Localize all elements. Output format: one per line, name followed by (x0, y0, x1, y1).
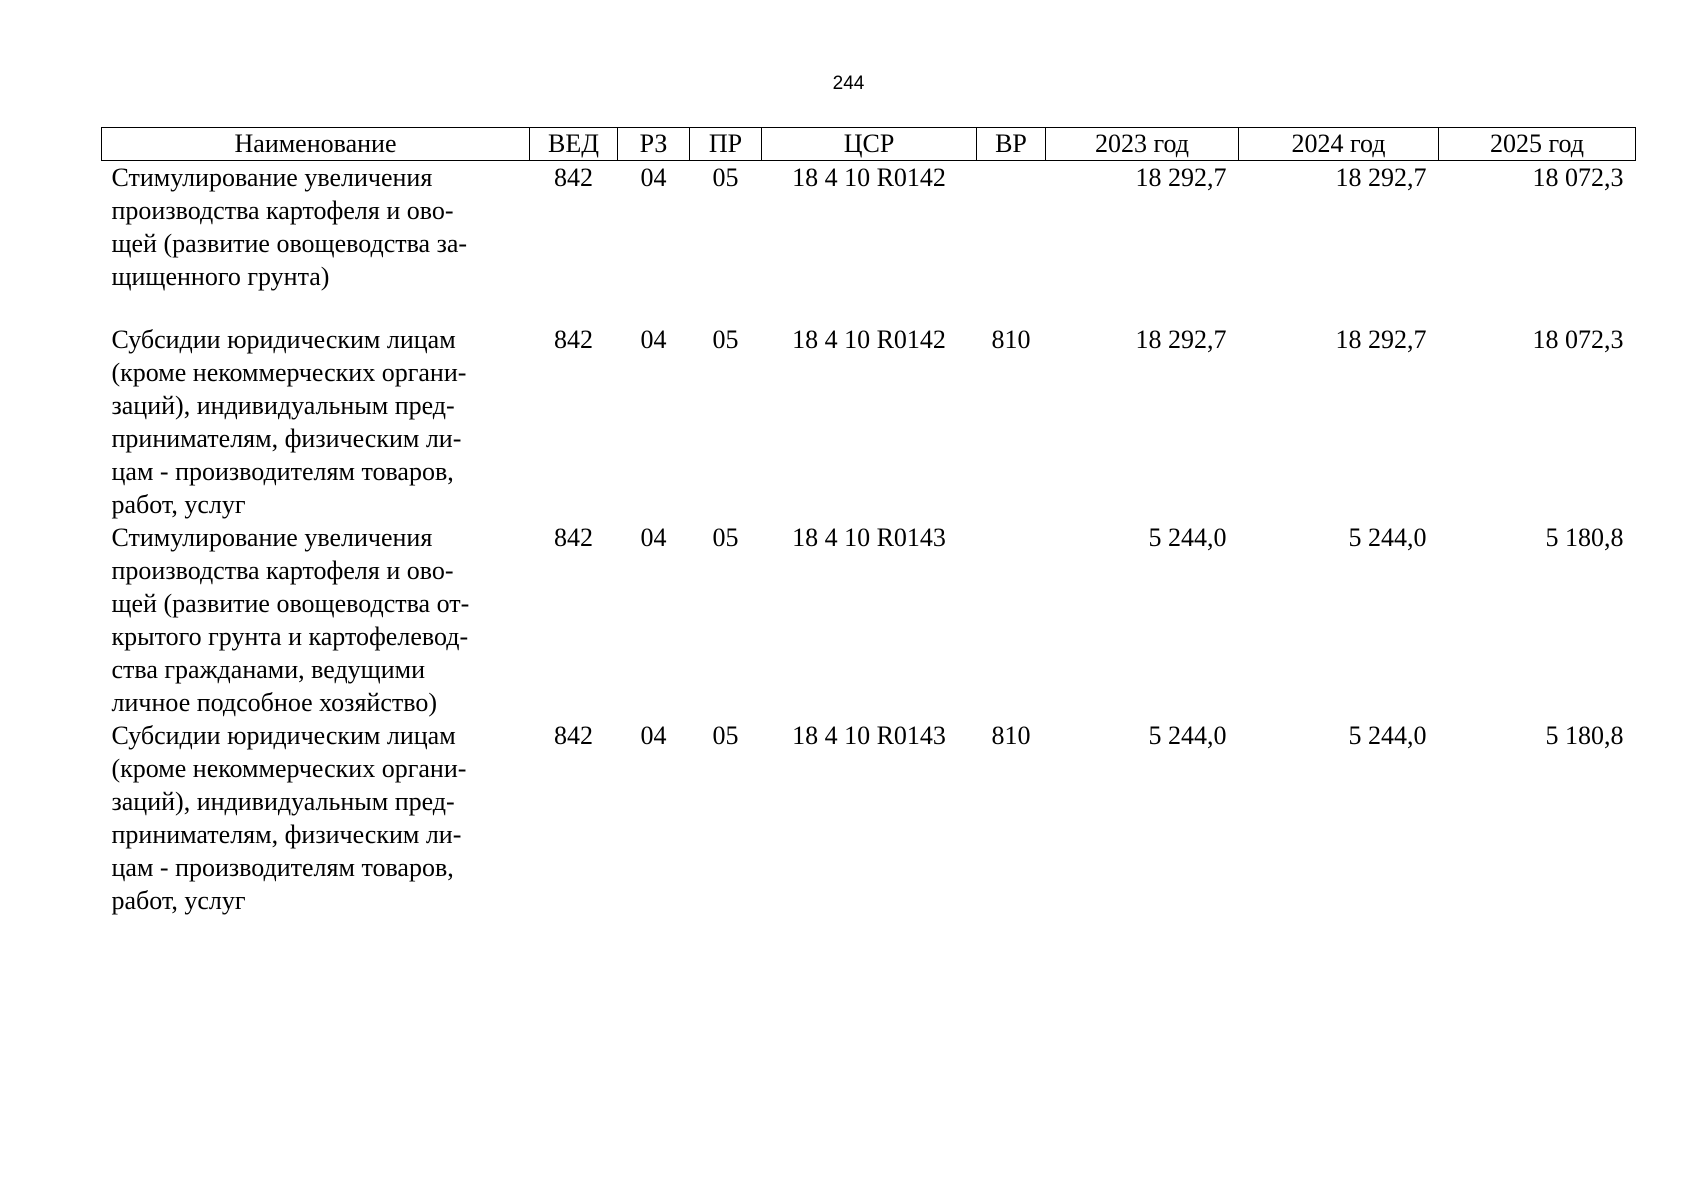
name-line: производства картофеля и ово- (111, 556, 454, 585)
cell-ved: 842 (554, 163, 593, 192)
cell-vr (977, 161, 1046, 324)
header-rz: РЗ (618, 128, 690, 161)
cell-2025: 5 180,8 (1545, 721, 1624, 750)
budget-table (101, 127, 1636, 917)
cell-2024: 5 244,0 (1348, 523, 1427, 552)
name-line: принимателям, физическим ли- (111, 820, 462, 849)
name-line: щей (развитие овощеводства от- (111, 589, 470, 618)
header-2024: 2024 год (1239, 128, 1439, 161)
table-row (102, 521, 1636, 719)
name-line: крытого грунта и картофелевод- (111, 622, 469, 651)
cell-csr: 18 4 10 R0143 (792, 523, 946, 552)
name-line: принимателям, физическим ли- (111, 424, 462, 453)
name-line: (кроме некоммерческих органи- (111, 358, 467, 387)
name-line: работ, услуг (111, 490, 246, 519)
cell-2023: 18 292,7 (1135, 163, 1227, 192)
row-name (102, 521, 530, 719)
cell-pr: 05 (712, 325, 739, 354)
header-csr: ЦСР (762, 128, 977, 161)
cell-csr: 18 4 10 R0142 (792, 325, 946, 354)
cell-vr: 810 (991, 325, 1031, 354)
row-name (102, 719, 530, 917)
cell-rz: 04 (640, 163, 667, 192)
cell-rz: 04 (640, 721, 667, 750)
name-line: производства картофеля и ово- (111, 196, 454, 225)
cell-rz: 04 (640, 523, 667, 552)
name-line: (кроме некоммерческих органи- (111, 754, 467, 783)
name-line: заций), индивидуальным пред- (111, 391, 455, 420)
cell-ved: 842 (554, 721, 593, 750)
name-line: заций), индивидуальным пред- (111, 787, 455, 816)
cell-2025: 18 072,3 (1532, 163, 1624, 192)
name-line: работ, услуг (111, 886, 246, 915)
cell-pr: 05 (712, 721, 739, 750)
row-name (102, 323, 530, 521)
cell-2024: 18 292,7 (1335, 325, 1427, 354)
name-line: щищенного грунта) (111, 262, 330, 291)
cell-vr: 810 (991, 721, 1031, 750)
cell-ved: 842 (554, 325, 593, 354)
header-vr: ВР (977, 128, 1046, 161)
cell-ved: 842 (554, 523, 593, 552)
name-line: Субсидии юридическим лицам (111, 721, 456, 750)
name-line: личное подсобное хозяйство) (111, 688, 437, 717)
header-pr: ПР (690, 128, 762, 161)
name-line: щей (развитие овощеводства за- (111, 229, 468, 258)
row-name (102, 161, 530, 324)
header-name: Наименование (102, 128, 530, 161)
name-line: цам - производителям товаров, (111, 853, 454, 882)
cell-rz: 04 (640, 325, 667, 354)
cell-vr (977, 521, 1046, 719)
name-line: Субсидии юридическим лицам (111, 325, 456, 354)
cell-2023: 5 244,0 (1148, 523, 1227, 552)
cell-csr: 18 4 10 R0143 (792, 721, 946, 750)
cell-2024: 5 244,0 (1348, 721, 1427, 750)
cell-pr: 05 (712, 163, 739, 192)
table-row (102, 719, 1636, 917)
header-ved: ВЕД (530, 128, 618, 161)
table-row (102, 161, 1636, 324)
cell-csr: 18 4 10 R0142 (792, 163, 946, 192)
name-line: цам - производителям товаров, (111, 457, 454, 486)
cell-2025: 18 072,3 (1532, 325, 1624, 354)
name-line: ства гражданами, ведущими (111, 655, 425, 684)
page-number: 244 (832, 73, 865, 94)
table-row (102, 323, 1636, 521)
cell-2024: 18 292,7 (1335, 163, 1427, 192)
name-line: Стимулирование увеличения (111, 523, 433, 552)
cell-pr: 05 (712, 523, 739, 552)
table-header-row (102, 128, 1636, 161)
header-2025: 2025 год (1439, 128, 1636, 161)
name-line: Стимулирование увеличения (111, 163, 433, 192)
cell-2025: 5 180,8 (1545, 523, 1624, 552)
cell-2023: 18 292,7 (1135, 325, 1227, 354)
cell-2023: 5 244,0 (1148, 721, 1227, 750)
header-2023: 2023 год (1046, 128, 1239, 161)
